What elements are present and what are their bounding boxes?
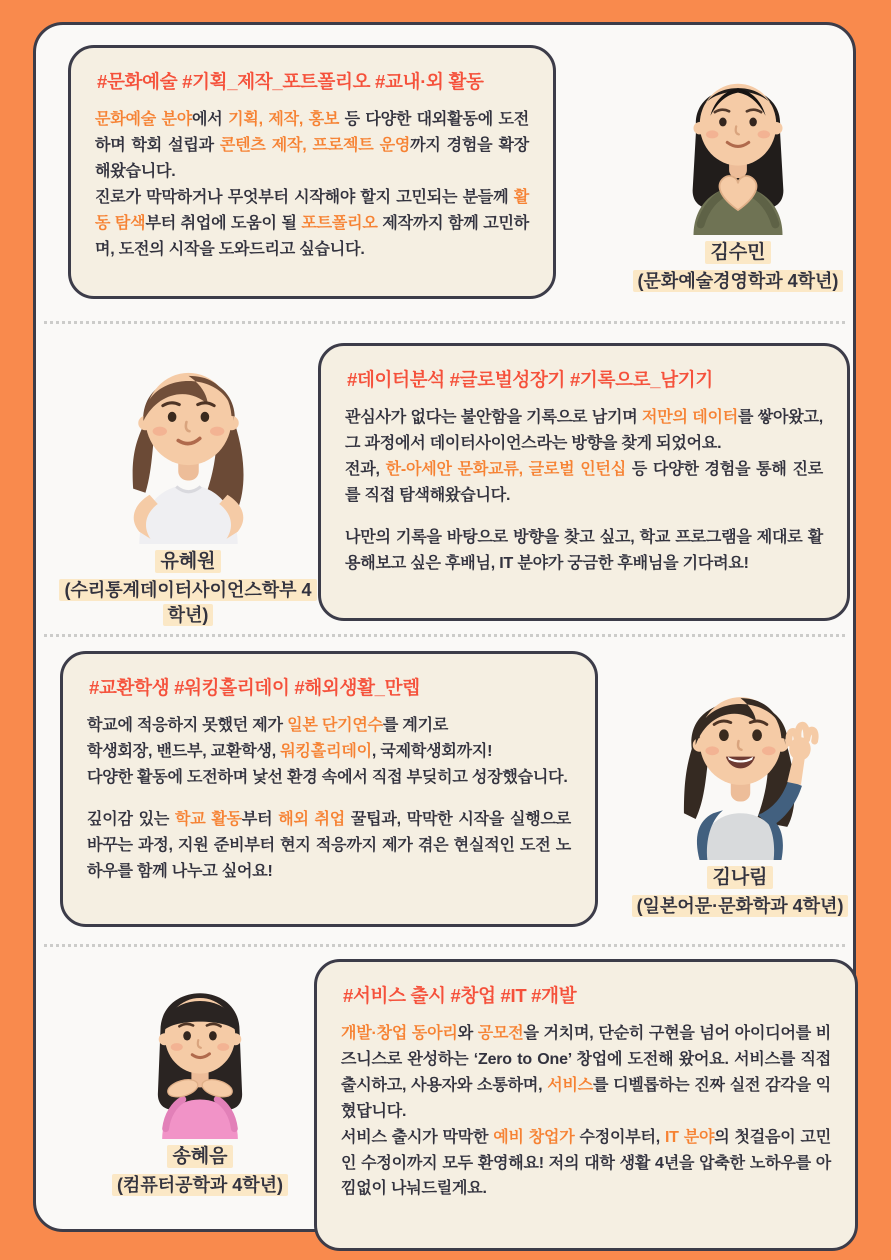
mentor-profile xyxy=(620,57,856,294)
avatar-hands-on-hips-icon xyxy=(86,339,291,544)
mentor-intro-text: 개발·창업 동아리와 공모전을 거치며, 단순히 구현을 넘어 아이디어를 비즈니스로 완성하는 ‘Zero to One’ 창업에 도전해 왔어요. 서비스를 직접 출시하고, 사용자와 소통하며, 서비스를 디벨롭하는 진짜 실전 감각을 익혔답니다. 서비스 출시가 막막한 예비 창업가 수정이부터, IT 분야의 첫걸음이 고민인 수정이까지 모두 환영해요! 저의 대학 생활 4년을 압축한 노하우를 아낌없이 나눠드릴게요. xyxy=(341,1025,831,1198)
persona-department: (수리통계데이터사이언스학부 4학년) xyxy=(54,578,322,628)
section-divider xyxy=(44,321,845,324)
hashtag-line: #문화예술 #기획_제작_포트폴리오 #교내·외 활동 xyxy=(97,71,484,92)
avatar-hands-under-chin-icon xyxy=(114,967,286,1139)
speech-bubble xyxy=(318,343,850,621)
hashtag-line: #교환학생 #워킹홀리데이 #해외생활_만렙 xyxy=(89,677,420,698)
hashtag-line: #서비스 출시 #창업 #IT #개발 xyxy=(343,985,577,1006)
persona-name: 유혜원 xyxy=(54,550,322,575)
mentor-intro-text: 관심사가 없다는 불안함을 기록으로 남기며 저만의 데이터를 쌓아왔고, 그 과정에서 데이터사이언스라는 방향을 찾게 되었어요. 전과, 한-아세안 문화교류, 글로벌 인턴십 등 다양한 경험을 통해 진로를 직접 탐색해왔습니다. 나만의 기록을 바탕으로 방향을 찾고 싶고, 학교 프로그램을 제대로 활용해보고 싶은 후배님, IT 분야가 궁금한 후배님을 기다려요! xyxy=(345,409,823,572)
persona-name: 송혜음 xyxy=(72,1145,328,1170)
persona-name: 김나림 xyxy=(620,866,860,891)
mentor-profile xyxy=(72,967,328,1198)
avatar-heart-hands-icon xyxy=(649,57,827,235)
mentor-profile xyxy=(620,665,860,919)
speech-bubble xyxy=(68,45,556,299)
avatar-waving-icon xyxy=(643,665,838,860)
hashtag-line: #데이터분석 #글로벌성장기 #기록으로_남기기 xyxy=(347,369,713,390)
mentor-intro-text: 문화예술 분야에서 기획, 제작, 홍보 등 다양한 대외활동에 도전하며 학회 설립과 콘텐츠 제작, 프로젝트 운영까지 경험을 확장해왔습니다. 진로가 막막하거나 무엇부터 시작해야 할지 고민되는 분들께 활동 탐색부터 취업에 도움이 될 포트폴리오 제작까지 함께 고민하며, 도전의 시작을 도와드리고 싶습니다. xyxy=(95,111,529,258)
persona-department: (일본어문·문화학과 4학년) xyxy=(620,894,860,919)
persona-name: 김수민 xyxy=(620,241,856,266)
section-divider xyxy=(44,634,845,637)
persona-department: (문화예술경영학과 4학년) xyxy=(620,269,856,294)
speech-bubble xyxy=(314,959,858,1251)
section-divider xyxy=(44,944,845,947)
content-panel xyxy=(33,22,856,1232)
speech-bubble xyxy=(60,651,598,927)
persona-department: (컴퓨터공학과 4학년) xyxy=(72,1173,328,1198)
mentor-profile xyxy=(54,339,322,628)
mentor-intro-text: 학교에 적응하지 못했던 제가 일본 단기연수를 계기로 학생회장, 밴드부, 교환학생, 워킹홀리데이, 국제학생회까지! 다양한 활동에 도전하며 낯선 환경 속에서 직접 부딪히고 성장했습니다. 깊이감 있는 학교 활동부터 해외 취업 꿀팁과, 막막한 시작을 실행으로 바꾸는 과정, 지원 준비부터 현지 적응까지 제가 겪은 현실적인 도전 노하우를 함께 나누고 싶어요! xyxy=(87,717,572,880)
